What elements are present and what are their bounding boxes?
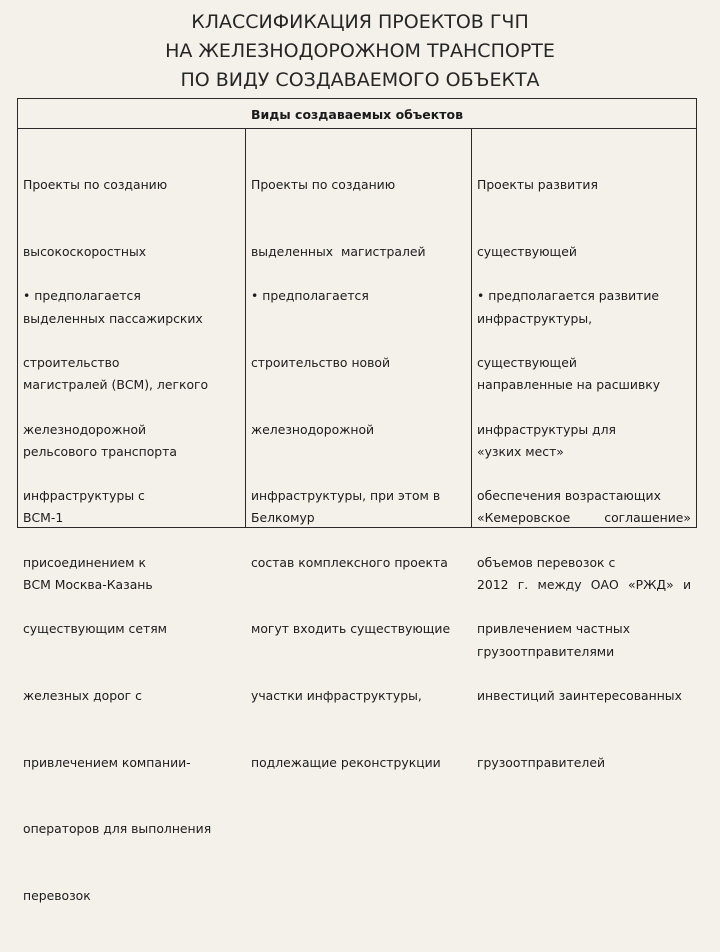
text-line: 2012 г. между ОАО «РЖД» и xyxy=(477,577,691,593)
classification-table xyxy=(17,98,697,903)
text-line: • предполагается xyxy=(251,288,369,304)
text-line: существующей xyxy=(477,355,577,371)
text-line: направленные на расшивку xyxy=(477,377,661,393)
text-line: участки инфраструктуры, xyxy=(251,688,422,704)
text-line: инфраструктуры для xyxy=(477,421,616,437)
text-line: выделенных пассажирских xyxy=(23,310,203,326)
column-divider xyxy=(471,128,472,528)
text-line: железнодорожной xyxy=(251,421,375,437)
text-line: рельсового транспорта xyxy=(23,443,177,459)
text-line: объемов перевозок с xyxy=(477,554,616,570)
text-line: Проекты по созданию xyxy=(23,177,168,193)
text-line: строительство новой xyxy=(251,355,391,371)
text-line: ВСМ Москва-Казань xyxy=(23,577,153,593)
title-line-2: НА ЖЕЛЕЗНОДОРОЖНОМ ТРАНСПОРТЕ xyxy=(165,40,555,62)
text-line: инвестиций заинтересованных xyxy=(477,688,682,704)
page-title xyxy=(0,8,720,95)
text-line: грузоотправителями xyxy=(477,643,615,659)
text-line: грузоотправителей xyxy=(477,754,606,770)
text-line: «узких мест» xyxy=(477,443,564,459)
text-line: существующим сетям xyxy=(23,621,167,637)
text-line: Проекты по созданию xyxy=(251,177,396,193)
column-divider xyxy=(245,128,246,528)
text-line: железных дорог с xyxy=(23,688,142,704)
text-line: «Кемеровское соглашение» xyxy=(477,510,691,526)
table-header: Виды создаваемых объектов xyxy=(18,99,696,129)
text-line: • предполагается развитие xyxy=(477,288,660,304)
text-line: строительство xyxy=(23,355,120,371)
text-line: магистралей (ВСМ), легкого xyxy=(23,377,209,393)
text-line: Проекты развития xyxy=(477,177,598,193)
text-line: инфраструктуры, при этом в xyxy=(251,488,441,504)
text-line: ВСМ-1 xyxy=(23,510,64,526)
text-line: • предполагается xyxy=(23,288,141,304)
text-line: железнодорожной xyxy=(23,421,147,437)
text-line: Белкомур xyxy=(251,510,315,526)
text-line: присоединением к xyxy=(23,554,146,570)
text-line: высокоскоростных xyxy=(23,244,147,260)
cell-col2-examples xyxy=(251,463,466,574)
text-line: подлежащие реконструкции xyxy=(251,754,441,770)
text-line: инфраструктуры, xyxy=(477,310,593,326)
text-line: состав комплексного проекта xyxy=(251,554,448,570)
text-line: операторов для выполнения xyxy=(23,821,212,837)
text-line: инфраструктуры с xyxy=(23,488,145,504)
cell-col3-examples xyxy=(477,463,691,707)
cell-col1-examples xyxy=(23,463,238,641)
text-line: обеспечения возрастающих xyxy=(477,488,661,504)
text-line: перевозок xyxy=(23,887,91,903)
text-line: выделенных магистралей xyxy=(251,244,426,260)
text-line: могут входить существующие xyxy=(251,621,451,637)
text-line: существующей xyxy=(477,244,577,260)
title-line-3: ПО ВИДУ СОЗДАВАЕМОГО ОБЪЕКТА xyxy=(180,69,540,91)
text-line: привлечением компании- xyxy=(23,754,191,770)
text-line: привлечением частных xyxy=(477,621,631,637)
title-line-1: КЛАССИФИКАЦИЯ ПРОЕКТОВ ГЧП xyxy=(191,11,529,33)
